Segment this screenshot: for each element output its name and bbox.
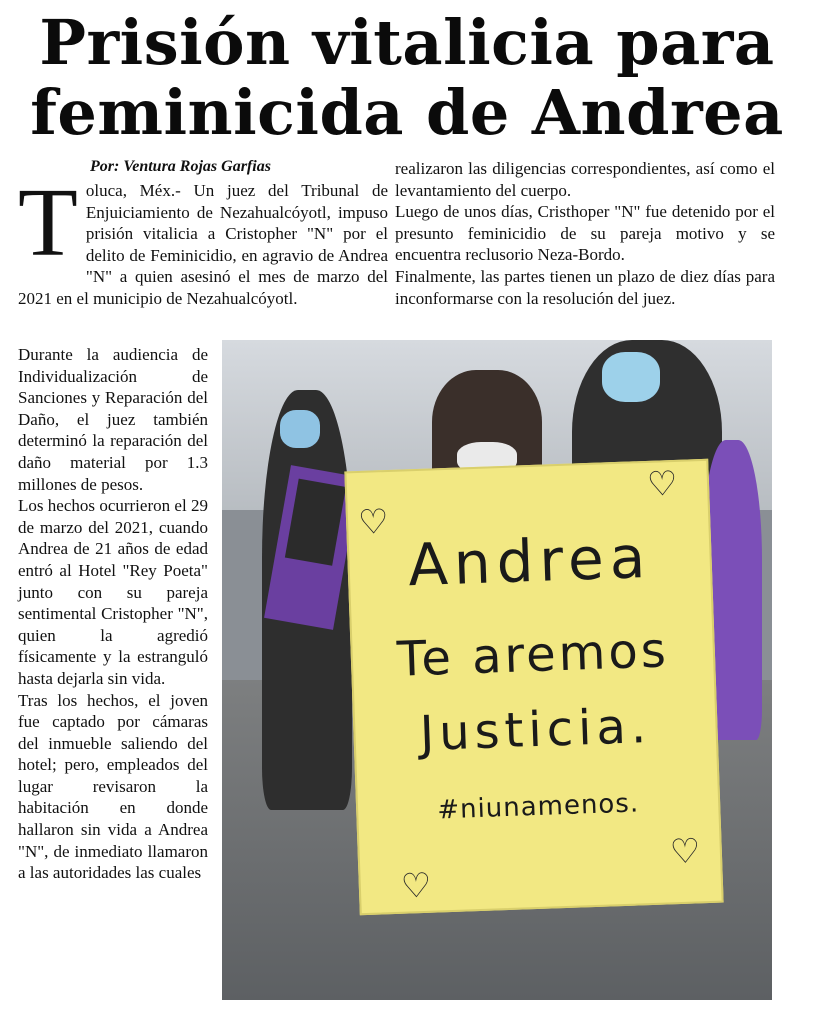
heart-icon: ♡ [646, 463, 679, 505]
heart-icon: ♡ [400, 865, 433, 907]
paragraph-6: Luego de unos días, Cristhoper "N" fue detenido por el presunto feminicidio de su pareja motivo y se encuentra reclusorio Neza-Bordo. [395, 202, 775, 265]
headline-line-2: feminicida de Andrea [30, 76, 784, 149]
face-mask-left [280, 410, 320, 448]
lead-paragraph-block [18, 169, 388, 310]
paragraph-3: Los hechos ocurrieron el 29 de marzo del 2021, cuando Andrea de 21 años de edad entró al Hotel "Rey Poeta" junto con su pareja sentimental Cristopher "N", quien la agredió físicamente y la estranguló hasta dejarla sin vida. [18, 496, 208, 688]
paragraph-7: Finalmente, las partes tienen un plazo de diez días para inconformarse con la resolución del juez. [395, 266, 775, 308]
sign-text-te-aremos: Te aremos [396, 622, 670, 688]
paragraph-5: realizaron las diligencias correspondientes, así como el levantamiento del cuerpo. [395, 159, 775, 200]
left-column [18, 344, 208, 884]
paragraph-2: Durante la audiencia de Individualización de Sanciones y Reparación del Daño, el juez también determinó la reparación del daño material por 1.3 millones de pesos. [18, 345, 208, 494]
protest-photo [222, 340, 772, 1000]
headline [0, 8, 814, 148]
placard-portrait [285, 479, 346, 566]
protest-sign [344, 459, 723, 915]
sign-text-hashtag: #niunamenos. [436, 788, 640, 826]
heart-icon: ♡ [669, 831, 702, 873]
drop-cap: T [18, 169, 78, 277]
byline: Por: Ventura Rojas Garfias [90, 158, 271, 175]
sign-text-justicia: Justicia. [419, 697, 652, 762]
face-mask-right [602, 352, 660, 402]
lead-paragraph [18, 169, 388, 310]
right-column [395, 158, 775, 309]
heart-icon: ♡ [357, 501, 390, 544]
sign-text-andrea: Andrea [406, 522, 653, 600]
lead-paragraph-text: oluca, Méx.- Un juez del Tribunal de Enjuiciamiento de Nezahualcóyotl, impuso prisión vitalicia a Cristopher "N" por el delito de Feminicidio, en agravio de Andrea "N" a quien asesinó el mes de marzo del 2021 en el municipio de Nezahualcóyotl. [18, 181, 388, 308]
headline-line-1: Prisión vitalicia para [39, 6, 775, 79]
paragraph-4: Tras los hechos, el joven fue captado por cámaras del inmueble saliendo del hotel; pero, empleados del lugar revisaron la habitación en donde hallaron sin vida a Andrea "N", de inmediato llamaron a las autoridades las cuales [18, 690, 208, 883]
